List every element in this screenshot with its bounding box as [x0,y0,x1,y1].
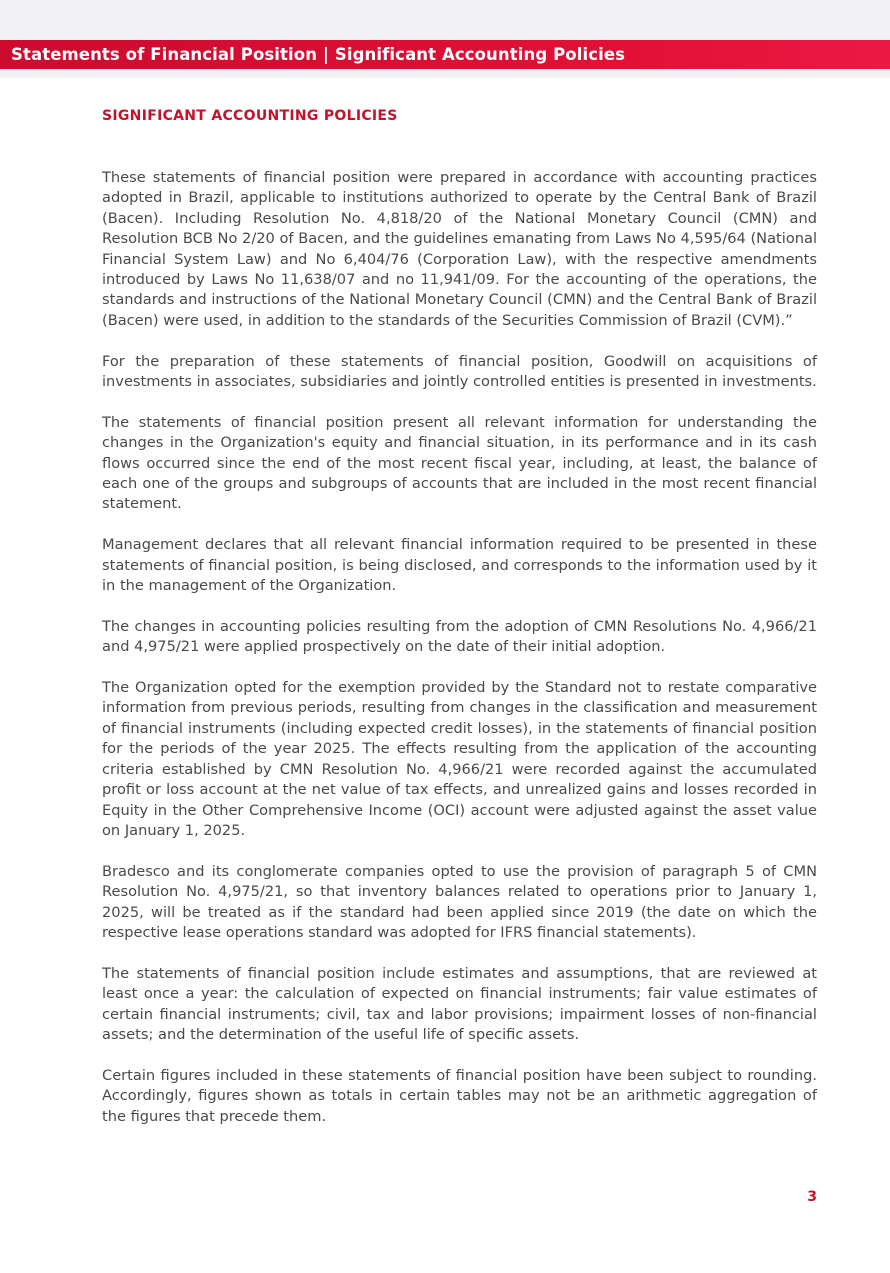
page-number: 3 [807,1189,817,1205]
paragraph-policy-changes: The changes in accounting policies resulting from the adoption of CMN Resolutions No. 4,966/21 and 4,975/21 were applied prospectively on the date of their initial adoption. [102,617,817,656]
header-title: Statements of Financial Position | Significant Accounting Policies [11,45,626,64]
paragraph-lease-provision: Bradesco and its conglomerate companies opted to use the provision of paragraph 5 of CMN Resolution No. 4,975/21, so that inventory balances related to operations prior to January 1, 2025, will be treated as if the standard had been applied since 2019 (the date on which the respective lease operations standard was adopted for IFRS financial statements). [102,862,817,941]
top-band [0,0,890,40]
paragraph-estimates: The statements of financial position include estimates and assumptions, that are reviewed at least once a year: the calculation of expected on financial instruments; fair value estimates of certain financial instruments; civil, tax and labor provisions; impairment losses of non-financial assets; and the determination of the useful life of specific assets. [102,964,817,1043]
paragraph-basis-of-preparation: These statements of financial position were prepared in accordance with accounting practices adopted in Brazil, applicable to institutions authorized to operate by the Central Bank of Brazil (Bacen). Including Resolution No. 4,818/20 of the National Monetary Council (CMN) and Resolution BCB No 2/20 of Bacen, and the guidelines emanating from Laws No 4,595/64 (National Financial System Law) and No 6,404/76 (Corporation Law), with the respective amendments introduced by Laws No 11,638/07 and no 11,941/09. For the accounting of the operations, the standards and instructions of the National Monetary Council (CMN) and the Central Bank of Brazil (Bacen) were used, in addition to the standards of the Securities Commission of Brazil (CVM).” [102,169,817,329]
paragraph-relevant-information: The statements of financial position present all relevant information for understanding the changes in the Organization's equity and financial situation, in its performance and in its cash flows occurred since the end of the most recent fiscal year, including, at least, the balance of each one of the groups and subgroups of accounts that are included in the most recent financial statement. [102,413,817,513]
paragraph-goodwill: For the preparation of these statements of financial position, Goodwill on acquisitions of investments in associates, subsidiaries and jointly controlled entities is presented in investments. [102,352,817,391]
section-heading: SIGNIFICANT ACCOUNTING POLICIES [102,108,398,124]
under-band [0,69,890,78]
paragraph-rounding: Certain figures included in these statements of financial position have been subject to rounding. Accordingly, figures shown as totals in certain tables may not be an arithmetic aggregation of the figures that precede them. [102,1066,817,1125]
header-bar [0,40,890,69]
paragraph-exemption: The Organization opted for the exemption provided by the Standard not to restate comparative information from previous periods, resulting from changes in the classification and measurement of financial instruments (including expected credit losses), in the statements of financial position for the periods of the year 2025. The effects resulting from the application of the accounting criteria established by CMN Resolution No. 4,966/21 were recorded against the accumulated profit or loss account at the net value of tax effects, and unrealized gains and losses recorded in Equity in the Other Comprehensive Income (OCI) account were adjusted against the asset value on January 1, 2025. [102,679,817,839]
document-content [102,107,817,1147]
paragraph-management-declaration: Management declares that all relevant financial information required to be presented in these statements of financial position, is being disclosed, and corresponds to the information used by it in the management of the Organization. [102,536,817,595]
